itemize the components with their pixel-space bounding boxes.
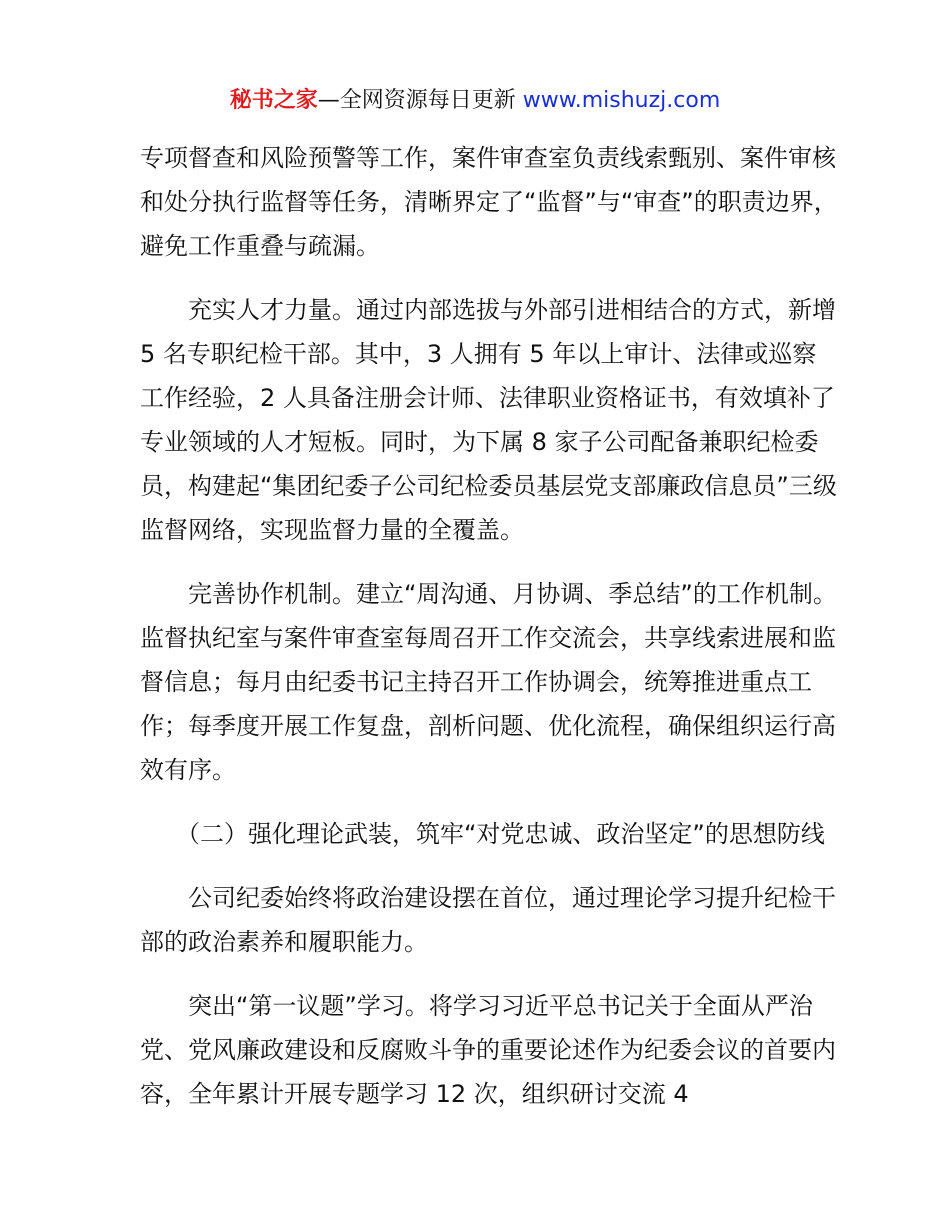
section-heading: （二）强化理论武装，筑牢“对党忠诚、政治坚定”的思想防线 — [176, 820, 825, 848]
site-tagline: —全网资源每日更新 — [317, 88, 516, 113]
site-header — [0, 86, 950, 116]
paragraph-continuation: 专项督查和风险预警等工作，案件审查室负责线索甄别、案件审核和处分执行监督等任务，清晰界定了“监督”与“审查”的职责边界，避免工作重叠与疏漏。 — [140, 144, 838, 260]
site-url-link[interactable]: www.mishuzj.com — [522, 88, 721, 113]
site-brand: 秘书之家 — [229, 88, 318, 113]
paragraph-political: 公司纪委始终将政治建设摆在首位，通过理论学习提升纪检干部的政治素养和履职能力。 — [140, 884, 836, 956]
paragraph-talent: 充实人才力量。通过内部选拔与外部引进相结合的方式，新增 5 名专职纪检干部。其中，3 人拥有 5 年以上审计、法律或巡察工作经验，2 人具备注册会计师、法律职业资格证书，有效填补了专业领域的人才短板。同时，为下属 8 家子公司配备兼职纪检委员，构建起“集团纪委子公司纪检委员基层党支部廉政信息员”三级监督网络，实现监督力量的全覆盖。 — [140, 296, 837, 544]
document-body — [140, 136, 840, 1136]
paragraph-mechanism: 完善协作机制。建立“周沟通、月协调、季总结”的工作机制。监督执纪室与案件审查室每周召开工作交流会，共享线索进展和监督信息；每月由纪委书记主持召开工作协调会，统筹推进重点工作；每季度开展工作复盘，剖析问题、优化流程，确保组织运行高效有序。 — [140, 580, 837, 784]
paragraph-first-topic: 突出“第一议题”学习。将学习习近平总书记关于全面从严治党、党风廉政建设和反腐败斗争的重要论述作为纪委会议的首要内容，全年累计开展专题学习 12 次，组织研讨交流 4 — [140, 992, 836, 1108]
